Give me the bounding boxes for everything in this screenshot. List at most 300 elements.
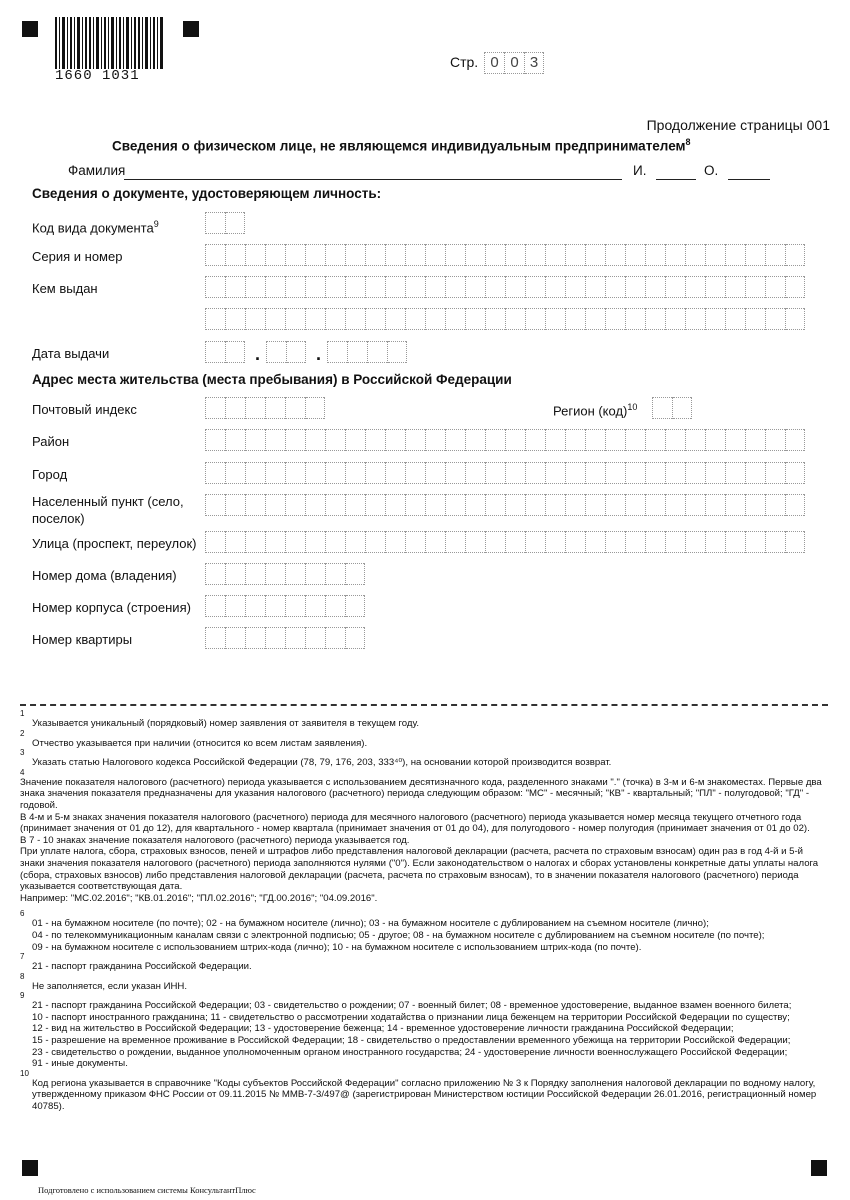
input-cell[interactable] [465,276,485,298]
input-cell[interactable] [525,494,545,516]
input-cell[interactable] [305,563,325,585]
input-cell[interactable] [245,397,265,419]
footnote-text: Значение показателя налогового (расчетного) периода указывается с использованием десятизначного кода, разделенного знаками "." (точка) в 3-м и 6-м знакоместах. Первые два знака значения показателя предназначены для указания налогового (расчетного) периода следующим образом: "МС" - месячный; "КВ" - квартальный; "ПЛ" - полугодовой; "ГД" - годовой. В 4-м и 5-м знаках значения показателя налогового (расчетного) периода для месячного налогового (расчетного) периода указывается номер месяца текущего отчетного года (принимает значения от 01 до 12), для квартального - номер квартала (принимает значения от 01 до 04), для полугодового - номер полугодия (принимает значения от 01 до 02). В 7 - 10 знаках значение показателя налогового (расчетного) периода указывается год. При уплате налога, сбора, страховых взносов, пеней и штрафов либо представления налоговой декларации (расчета, расчета по страховым взносам) один раз в год 4-й и 5-й знаки значения показателя налогового (расчетного) периода заполняются нулями ("0"). Если законодательством о налогах и сборах установлены конкретные даты уплаты налога (сбора, страховых взносов) либо представления налоговой декларации (расчета, расчета по страховым взносам), то в значении показателя налогового (расчетного) периода указывается соответствующая дата. Например: "МС.02.2016"; "КВ.01.2016"; "ПЛ.02.2016"; "ГД.00.2016"; "04.09.2016". [20,776,822,904]
input-cell[interactable] [265,494,285,516]
input-cell[interactable] [605,531,625,553]
input-cell[interactable] [585,494,605,516]
input-cell[interactable] [425,276,445,298]
doc-type-label-text: Код вида документа [32,220,154,236]
input-cell[interactable] [305,276,325,298]
initial-o-field[interactable] [728,179,770,180]
input-cell[interactable] [265,595,285,617]
input-cell[interactable] [445,276,465,298]
input-cell[interactable] [425,429,445,451]
input-cell[interactable] [325,531,345,553]
input-cell[interactable] [405,494,425,516]
input-cell[interactable] [285,276,305,298]
input-cell[interactable] [205,494,225,516]
input-cell[interactable] [505,429,525,451]
input-cell[interactable] [505,308,525,330]
settlement-cells[interactable] [205,494,805,516]
input-cell[interactable] [645,244,665,266]
input-cell[interactable] [445,494,465,516]
input-cell[interactable] [585,244,605,266]
input-cell[interactable] [325,563,345,585]
input-cell[interactable] [645,429,665,451]
footnote [20,973,828,993]
issued-by-cells-row2[interactable] [205,308,805,330]
input-cell[interactable] [245,462,265,484]
input-cell[interactable] [465,308,485,330]
input-cell[interactable] [286,341,306,363]
input-cell[interactable] [625,244,645,266]
input-cell[interactable] [387,341,407,363]
input-cell[interactable] [245,244,265,266]
input-cell[interactable] [745,244,765,266]
input-cell[interactable] [485,244,505,266]
corner-marker-bottom-left [22,1160,38,1176]
input-cell[interactable] [465,531,485,553]
input-cell[interactable] [385,531,405,553]
input-cell[interactable] [205,308,225,330]
input-cell[interactable] [285,308,305,330]
input-cell[interactable] [625,462,645,484]
doc-type-label [32,216,202,236]
input-cell[interactable] [665,276,685,298]
input-cell[interactable] [525,531,545,553]
input-cell[interactable] [365,276,385,298]
input-cell[interactable] [785,429,805,451]
input-cell[interactable] [645,462,665,484]
input-cell[interactable] [225,276,245,298]
input-cell[interactable] [765,462,785,484]
input-cell[interactable] [585,308,605,330]
input-cell[interactable] [625,531,645,553]
input-cell[interactable] [205,462,225,484]
input-cell[interactable] [565,531,585,553]
input-cell[interactable] [525,429,545,451]
input-cell[interactable] [465,244,485,266]
input-cell[interactable] [765,531,785,553]
input-cell[interactable] [305,531,325,553]
input-cell[interactable] [525,462,545,484]
input-cell[interactable] [565,244,585,266]
input-cell[interactable] [705,244,725,266]
input-cell[interactable] [685,531,705,553]
input-cell[interactable] [685,494,705,516]
input-cell[interactable] [785,244,805,266]
input-cell[interactable] [265,429,285,451]
input-cell[interactable] [565,494,585,516]
input-cell[interactable] [485,429,505,451]
barcode-image [55,17,165,69]
input-cell[interactable] [445,429,465,451]
input-cell[interactable] [205,244,225,266]
input-cell[interactable] [652,397,672,419]
input-cell[interactable] [545,531,565,553]
input-cell[interactable] [745,531,765,553]
corner-marker-top-left [22,21,38,37]
input-cell[interactable] [367,341,387,363]
input-cell[interactable] [425,531,445,553]
input-cell[interactable] [205,276,225,298]
input-cell[interactable] [705,531,725,553]
issued-by-label: Кем выдан [32,281,98,296]
issued-by-cells-row1[interactable] [205,276,805,298]
input-cell[interactable] [385,308,405,330]
input-cell[interactable] [245,531,265,553]
input-cell[interactable] [705,276,725,298]
input-cell[interactable] [225,429,245,451]
footnote [20,953,828,973]
input-cell[interactable] [245,595,265,617]
input-cell[interactable] [685,244,705,266]
input-cell[interactable] [325,429,345,451]
input-cell[interactable] [345,276,365,298]
input-cell[interactable] [345,627,365,649]
input-cell[interactable] [385,429,405,451]
input-cell[interactable] [225,244,245,266]
input-cell[interactable] [365,531,385,553]
input-cell[interactable] [585,429,605,451]
input-cell[interactable] [225,397,245,419]
input-cell[interactable] [265,244,285,266]
input-cell[interactable] [305,429,325,451]
input-cell[interactable] [225,212,245,234]
series-label: Серия и номер [32,249,123,264]
input-cell[interactable] [785,462,805,484]
input-cell[interactable] [305,397,325,419]
input-cell[interactable] [545,494,565,516]
district-cells[interactable] [205,429,805,451]
input-cell[interactable] [345,494,365,516]
input-cell[interactable] [685,276,705,298]
input-cell[interactable] [665,494,685,516]
footnote-text: 21 - паспорт гражданина Российской Федерации. [32,961,252,973]
input-cell[interactable] [265,397,285,419]
input-cell[interactable] [645,308,665,330]
input-cell[interactable] [505,462,525,484]
input-cell[interactable] [485,494,505,516]
input-cell[interactable] [245,563,265,585]
input-cell[interactable] [545,276,565,298]
building-cells[interactable] [205,595,365,617]
input-cell[interactable] [665,244,685,266]
input-cell[interactable] [365,494,385,516]
input-cell[interactable] [205,429,225,451]
input-cell[interactable] [347,341,367,363]
prepared-by-note: Подготовлено с использованием системы КонсультантПлюс [38,1185,256,1195]
footnote-number: 4 [20,767,25,777]
input-cell[interactable] [365,429,385,451]
input-cell[interactable] [705,494,725,516]
input-cell[interactable] [285,563,305,585]
input-cell[interactable] [605,494,625,516]
input-cell[interactable] [225,627,245,649]
footnote-text: 01 - на бумажном носителе (по почте); 02 - на бумажном носителе (лично); 03 - на бумажном носителе с дублированием на съемном носителе (лично); 04 - по телекоммуникационным каналам связи с электронной подписью; 05 - другое; 08 - на бумажном носителе с дублированием на съемном носителе (по почте); 09 - на бумажном носителе с использованием штрих-кода (лично); 10 - на бумажном носителе с использованием штрих-кода (по почте). [32,918,765,953]
input-cell[interactable] [385,462,405,484]
input-cell[interactable] [225,341,245,363]
input-cell[interactable] [245,308,265,330]
input-cell[interactable] [485,308,505,330]
address-section-heading: Адрес места жительства (места пребывания) в Российской Федерации [32,372,512,387]
input-cell[interactable] [285,397,305,419]
postal-index-label: Почтовый индекс [32,402,137,417]
input-cell[interactable] [745,308,765,330]
region-label [553,402,637,418]
input-cell[interactable] [205,595,225,617]
input-cell[interactable] [465,429,485,451]
input-cell[interactable] [685,462,705,484]
input-cell[interactable] [485,462,505,484]
input-cell[interactable] [705,462,725,484]
input-cell[interactable] [425,308,445,330]
input-cell[interactable] [325,244,345,266]
input-cell[interactable] [285,494,305,516]
input-cell[interactable] [765,244,785,266]
input-cell[interactable] [445,244,465,266]
input-cell[interactable] [505,494,525,516]
input-cell[interactable] [645,276,665,298]
input-cell[interactable] [345,563,365,585]
input-cell[interactable] [445,308,465,330]
street-cells[interactable] [205,531,805,553]
footnote-number: 6 [20,909,25,919]
input-cell[interactable] [665,308,685,330]
footnote-number: 7 [20,952,25,962]
input-cell[interactable] [745,276,765,298]
input-cell[interactable] [425,244,445,266]
input-cell[interactable] [305,627,325,649]
input-cell[interactable] [325,308,345,330]
input-cell[interactable] [325,276,345,298]
input-cell[interactable] [785,494,805,516]
input-cell[interactable] [405,462,425,484]
input-cell[interactable] [505,531,525,553]
surname-field[interactable] [124,179,622,180]
apartment-cells[interactable] [205,627,365,649]
input-cell[interactable] [225,595,245,617]
input-cell[interactable] [725,244,745,266]
input-cell[interactable] [225,494,245,516]
input-cell[interactable] [245,494,265,516]
input-cell[interactable] [465,462,485,484]
input-cell[interactable] [325,627,345,649]
input-cell[interactable] [565,429,585,451]
input-cell[interactable] [545,308,565,330]
input-cell[interactable] [605,462,625,484]
house-label: Номер дома (владения) [32,568,177,583]
input-cell[interactable] [345,531,365,553]
input-cell[interactable] [465,494,485,516]
input-cell[interactable] [745,429,765,451]
input-cell[interactable] [665,429,685,451]
input-cell[interactable] [605,244,625,266]
input-cell[interactable] [405,531,425,553]
input-cell[interactable] [625,494,645,516]
input-cell[interactable] [585,462,605,484]
input-cell[interactable] [265,531,285,553]
district-label: Район [32,434,70,449]
input-cell[interactable] [505,276,525,298]
input-cell[interactable] [245,429,265,451]
input-cell[interactable] [525,244,545,266]
input-cell[interactable] [205,397,225,419]
input-cell[interactable] [305,595,325,617]
input-cell[interactable] [545,244,565,266]
input-cell[interactable] [265,276,285,298]
issue-date-year-cells[interactable] [327,341,407,363]
input-cell[interactable] [345,462,365,484]
footnote-number: 3 [20,748,25,758]
house-cells[interactable] [205,563,365,585]
input-cell[interactable] [325,494,345,516]
input-cell[interactable] [525,308,545,330]
input-cell[interactable] [205,563,225,585]
series-cells[interactable] [205,244,805,266]
input-cell[interactable] [405,244,425,266]
input-cell[interactable] [345,244,365,266]
input-cell[interactable] [285,462,305,484]
input-cell[interactable] [405,429,425,451]
input-cell[interactable] [225,531,245,553]
input-cell[interactable] [705,429,725,451]
input-cell[interactable] [725,276,745,298]
input-cell[interactable] [705,308,725,330]
input-cell[interactable] [565,462,585,484]
city-cells[interactable] [205,462,805,484]
input-cell[interactable] [745,462,765,484]
input-cell[interactable] [305,462,325,484]
input-cell[interactable] [745,494,765,516]
input-cell[interactable] [585,531,605,553]
input-cell[interactable] [225,563,245,585]
input-cell[interactable] [365,462,385,484]
input-cell[interactable] [285,429,305,451]
input-cell[interactable] [365,308,385,330]
input-cell[interactable] [645,531,665,553]
input-cell[interactable] [327,341,347,363]
input-cell[interactable] [305,244,325,266]
input-cell[interactable] [205,531,225,553]
footnote-number: 1 [20,709,25,718]
input-cell[interactable] [225,308,245,330]
input-cell[interactable] [266,341,286,363]
input-cell[interactable] [665,531,685,553]
input-cell[interactable] [245,627,265,649]
input-cell[interactable] [765,429,785,451]
input-cell[interactable] [245,276,265,298]
input-cell[interactable] [545,462,565,484]
input-cell[interactable] [285,595,305,617]
input-cell[interactable] [685,429,705,451]
input-cell[interactable] [485,531,505,553]
input-cell[interactable] [545,429,565,451]
input-cell[interactable] [345,308,365,330]
input-cell[interactable] [405,276,425,298]
input-cell[interactable] [725,531,745,553]
input-cell[interactable] [625,276,645,298]
input-cell[interactable] [345,429,365,451]
input-cell[interactable] [405,308,425,330]
input-cell[interactable] [305,308,325,330]
input-cell[interactable] [605,308,625,330]
input-cell[interactable] [725,308,745,330]
postal-index-cells[interactable] [205,397,325,419]
input-cell[interactable] [785,308,805,330]
input-cell[interactable] [205,212,225,234]
surname-label: Фамилия [68,163,126,178]
input-cell[interactable] [205,627,225,649]
input-cell[interactable] [385,244,405,266]
input-cell[interactable] [672,397,692,419]
input-cell[interactable] [645,494,665,516]
issue-date-label: Дата выдачи [32,346,110,361]
input-cell[interactable] [725,462,745,484]
input-cell[interactable] [425,462,445,484]
input-cell[interactable] [785,531,805,553]
input-cell[interactable] [725,429,745,451]
input-cell[interactable] [565,308,585,330]
input-cell[interactable] [565,276,585,298]
input-cell[interactable] [265,627,285,649]
input-cell[interactable] [325,595,345,617]
input-cell[interactable] [285,531,305,553]
input-cell[interactable] [385,494,405,516]
input-cell[interactable] [385,276,405,298]
input-cell[interactable] [285,627,305,649]
input-cell[interactable] [505,244,525,266]
input-cell[interactable] [265,308,285,330]
input-cell[interactable] [205,341,225,363]
input-cell[interactable] [425,494,445,516]
input-cell[interactable] [225,462,245,484]
input-cell[interactable] [325,462,345,484]
input-cell[interactable] [485,276,505,298]
input-cell[interactable] [765,308,785,330]
input-cell[interactable] [345,595,365,617]
input-cell[interactable] [445,462,465,484]
issue-date-month-cells[interactable] [266,341,306,363]
input-cell[interactable] [625,308,645,330]
input-cell[interactable] [525,276,545,298]
input-cell[interactable] [445,531,465,553]
input-cell[interactable] [625,429,645,451]
issue-date-day-cells[interactable] [205,341,245,363]
input-cell[interactable] [765,276,785,298]
input-cell[interactable] [725,494,745,516]
input-cell[interactable] [685,308,705,330]
region-label-text: Регион (код) [553,403,628,419]
region-cells[interactable] [652,397,692,419]
input-cell[interactable] [765,494,785,516]
initial-i-field[interactable] [656,179,696,180]
footnote [20,992,828,1070]
input-cell[interactable] [265,462,285,484]
input-cell[interactable] [365,244,385,266]
input-cell[interactable] [305,494,325,516]
page-digit: 0 [504,52,524,74]
input-cell[interactable] [605,276,625,298]
footnote [20,749,828,769]
doc-type-cells[interactable] [205,212,245,234]
input-cell[interactable] [605,429,625,451]
input-cell[interactable] [285,244,305,266]
input-cell[interactable] [265,563,285,585]
input-cell[interactable] [665,462,685,484]
input-cell[interactable] [785,276,805,298]
input-cell[interactable] [585,276,605,298]
